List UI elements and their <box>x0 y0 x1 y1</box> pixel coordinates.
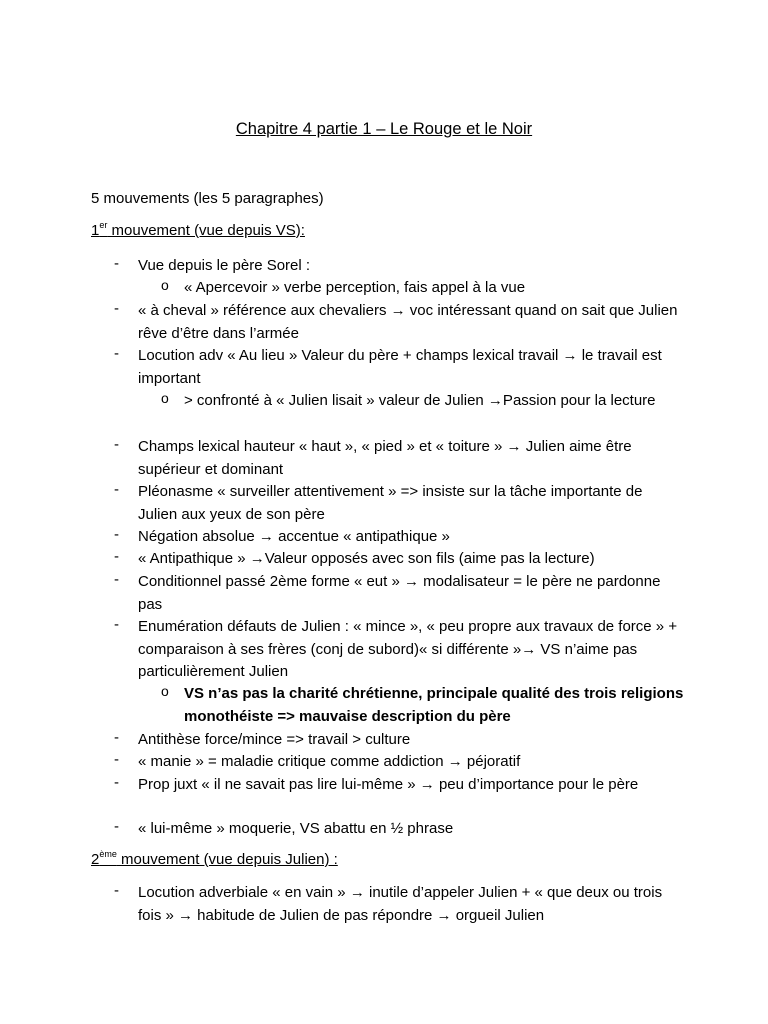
dash-marker: - <box>114 548 119 565</box>
sub-item-text: VS n’as pas la charité chrétienne, principale qualité des trois religions monothéiste => mauvaise description du père <box>184 685 684 725</box>
dash-marker: - <box>114 616 119 633</box>
item-text: « à cheval » référence aux chevaliers → voc intéressant quand on sait que Julien rêve d’être dans l’armée <box>138 302 678 342</box>
heading-1-superscript: er <box>99 220 108 230</box>
item-text: « manie » = maladie critique comme addiction → péjoratif <box>138 753 521 770</box>
item-text: Locution adverbiale « en vain » → inutile d’appeler Julien + « que deux ou trois fois » → habitude de Julien de pas répondre → orgueil Julien <box>138 884 663 924</box>
dash-marker: - <box>114 436 119 453</box>
item-text: Conditionnel passé 2ème forme « eut » → modalisateur = le père ne pardonne pas <box>138 573 661 613</box>
item-text: Pléonasme « surveiller attentivement » => insiste sur la tâche importante de Julien aux yeux de son père <box>138 483 643 523</box>
dash-marker: - <box>114 774 119 791</box>
heading-1-text: mouvement (vue depuis VS): <box>107 222 305 239</box>
heading-2-number: 2 <box>91 851 100 868</box>
intro-text: 5 mouvements (les 5 paragraphes) <box>91 190 324 207</box>
dash-marker: - <box>114 882 119 899</box>
dash-marker: - <box>114 526 119 543</box>
dash-marker: - <box>114 729 119 746</box>
sub-item-text: « Apercevoir » verbe perception, fais appel à la vue <box>184 279 526 296</box>
item-text: Prop juxt « il ne savait pas lire lui-même » → peu d’importance pour le père <box>138 776 639 793</box>
heading-2-superscript: ème <box>99 849 117 859</box>
heading-1-number: 1 <box>91 222 100 239</box>
item-text: Antithèse force/mince => travail > culture <box>138 731 411 748</box>
item-text: Vue depuis le père Sorel : <box>138 257 311 274</box>
sub-item-text: > confronté à « Julien lisait » valeur de Julien →Passion pour la lecture <box>184 392 656 409</box>
item-text: « Antipathique » →Valeur opposés avec son fils (aime pas la lecture) <box>138 550 595 567</box>
circle-bullet-marker: o <box>161 683 169 699</box>
item-text: Enumération défauts de Julien : « mince », « peu propre aux travaux de force » + comparaison à ses frères (conj de subord)« si différente »→ VS n’aime pas particulièrement Julien <box>138 618 678 680</box>
item-text: Champs lexical hauteur « haut », « pied » et « toiture » → Julien aime être supérieur et dominant <box>138 438 632 478</box>
item-text: « lui-même » moquerie, VS abattu en ½ phrase <box>138 820 454 837</box>
heading-2-text: mouvement (vue depuis Julien) : <box>116 851 338 868</box>
document-title: Chapitre 4 partie 1 – Le Rouge et le Noir <box>235 120 533 138</box>
section-heading-2 <box>91 851 338 868</box>
circle-bullet-marker: o <box>161 390 169 406</box>
dash-marker: - <box>114 818 119 835</box>
item-text: Locution adv « Au lieu » Valeur du père + champs lexical travail → le travail est important <box>138 347 662 387</box>
dash-marker: - <box>114 751 119 768</box>
dash-marker: - <box>114 345 119 362</box>
circle-bullet-marker: o <box>161 277 169 293</box>
dash-marker: - <box>114 300 119 317</box>
dash-marker: - <box>114 481 119 498</box>
item-text: Négation absolue → accentue « antipathique » <box>138 528 450 545</box>
dash-marker: - <box>114 571 119 588</box>
section-heading-1 <box>91 222 305 239</box>
dash-marker: - <box>114 255 119 272</box>
